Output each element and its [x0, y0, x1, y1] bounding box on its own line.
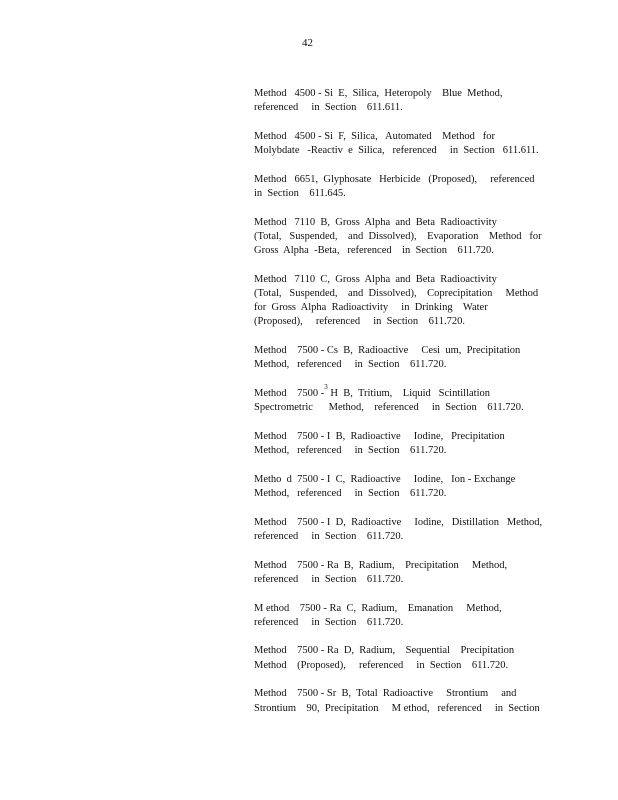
entry-line: Method 7500 - Cs B, Radioactive Cesi um, Precipitation	[254, 345, 521, 357]
entry-line: M ethod 7500 - Ra C, Radium, Emanation Method,	[254, 602, 502, 614]
method-entry	[254, 273, 544, 330]
method-entry	[254, 382, 544, 415]
superscript-mass-number: 3	[324, 382, 328, 391]
method-entry	[254, 559, 544, 587]
entry-line: Spectrometric Method, referenced in Section 611.720.	[254, 402, 524, 414]
entry-line: for Gross Alpha Radioactivity in Drinking Water	[254, 302, 488, 314]
page-number: 42	[302, 37, 313, 49]
entry-line: Gross Alpha -Beta, referenced in Section 611.720.	[254, 245, 494, 257]
method-entry	[254, 130, 544, 158]
entry-line: Method 7500 - I D, Radioactive Iodine, Distillation Method,	[254, 516, 543, 528]
method-entry	[254, 344, 544, 372]
entry-line: (Total, Suspended, and Dissolved), Coprecipitation Method	[254, 288, 539, 300]
method-entry	[254, 602, 544, 630]
method-entry	[254, 644, 544, 672]
entry-line: Method 7500 - I B, Radioactive Iodine, Precipitation	[254, 430, 505, 442]
entry-line: Method 7500 - Sr B, Total Radioactive Strontium and	[254, 688, 517, 700]
entry-line-prefix: Method 7500 -	[254, 388, 325, 400]
entry-line: Method 7110 C, Gross Alpha and Beta Radioactivity	[254, 273, 497, 285]
entry-line: Method 7110 B, Gross Alpha and Beta Radioactivity	[254, 216, 497, 228]
entry-line: Method 7500 - Ra D, Radium, Sequential Precipitation	[254, 645, 515, 657]
entry-line: referenced in Section 611.720.	[254, 530, 404, 542]
entry-line: Method, referenced in Section 611.720.	[254, 488, 447, 500]
entry-line: Method 6651, Glyphosate Herbicide (Proposed), referenced	[254, 173, 535, 185]
entry-line: in Section 611.645.	[254, 188, 346, 200]
method-entry	[254, 687, 544, 715]
method-entry	[254, 516, 544, 544]
method-entry	[254, 473, 544, 501]
entry-line: referenced in Section 611.611.	[254, 102, 403, 114]
entry-line: Method 4500 - Si E, Silica, Heteropoly Blue Method,	[254, 88, 503, 99]
entry-line: Method 7500 - Ra B, Radium, Precipitation Method,	[254, 559, 508, 571]
method-reference-list	[254, 87, 544, 730]
entry-line: (Total, Suspended, and Dissolved), Evaporation Method for	[254, 230, 542, 242]
method-entry	[254, 173, 544, 201]
entry-line: referenced in Section 611.720.	[254, 616, 404, 628]
method-entry	[254, 87, 544, 115]
entry-line: Method 4500 - Si F, Silica, Automated Method for	[254, 130, 495, 142]
entry-line: Method (Proposed), referenced in Section 611.720.	[254, 659, 509, 671]
entry-line	[254, 382, 544, 401]
entry-line: referenced in Section 611.720.	[254, 573, 404, 585]
entry-line: (Proposed), referenced in Section 611.720.	[254, 316, 466, 328]
method-entry	[254, 216, 544, 259]
entry-line-suffix: H B, Tritium, Liquid Scintillation	[327, 388, 490, 400]
entry-line: Method, referenced in Section 611.720.	[254, 359, 447, 371]
entry-line: Molybdate -Reactiv e Silica, referenced in Section 611.611.	[254, 145, 539, 157]
entry-line: Metho d 7500 - I C, Radioactive Iodine, Ion - Exchange	[254, 473, 516, 485]
entry-line: Method, referenced in Section 611.720.	[254, 445, 447, 457]
method-entry	[254, 430, 544, 458]
entry-line: Strontium 90, Precipitation M ethod, referenced in Section	[254, 702, 540, 714]
